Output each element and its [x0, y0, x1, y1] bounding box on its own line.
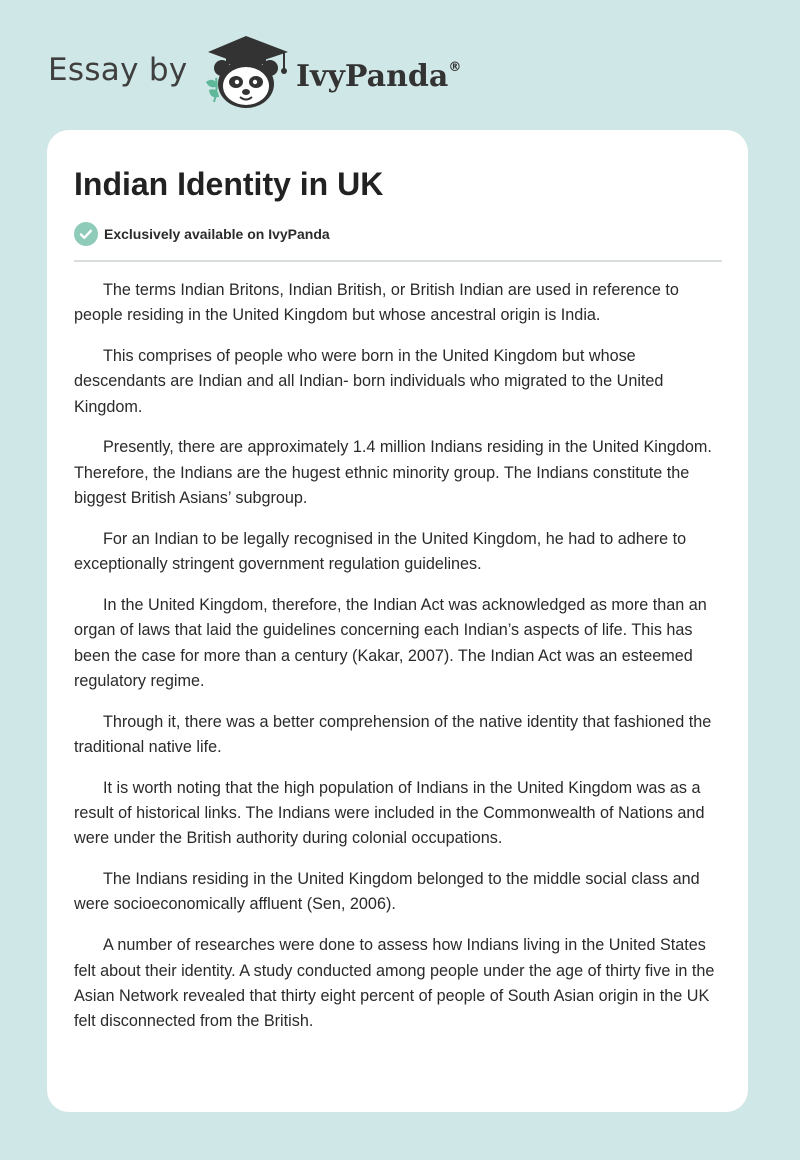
brand-name-text: IvyPanda	[296, 59, 449, 94]
essay-by-label: Essay by	[48, 52, 188, 88]
paragraph: In the United Kingdom, therefore, the Indian Act was acknowledged as more than an organ of laws that laid the guidelines concerning each Indian’s aspects of life. This has been the case for more than a century (Kakar, 2007). The Indian Act was an esteemed regulatory regime.	[74, 595, 707, 690]
page-title: Indian Identity in UK	[74, 166, 384, 202]
check-circle-icon	[74, 222, 98, 246]
essay-card	[47, 130, 748, 1112]
paragraph: The terms Indian Britons, Indian British, or British Indian are used in reference to people residing in the United Kingdom but whose ancestral origin is India.	[74, 281, 679, 325]
exclusive-badge-text: Exclusively available on IvyPanda	[104, 226, 330, 242]
essay-body	[74, 278, 726, 1050]
panda-graduate-logo-icon[interactable]	[200, 30, 290, 110]
paragraph: It is worth noting that the high population of Indians in the United Kingdom was as a result of historical links. The Indians were included in the Commonwealth of Nations and were under the British authority during colonial occupations.	[74, 778, 705, 848]
paragraph: Presently, there are approximately 1.4 million Indians residing in the United Kingdom. Therefore, the Indians are the hugest ethnic minority group. The Indians constitute the biggest British Asians’ subgroup.	[74, 438, 712, 508]
brand-name[interactable]	[296, 52, 461, 97]
divider	[74, 260, 722, 262]
paragraph: Through it, there was a better comprehension of the native identity that fashioned the traditional native life.	[74, 712, 712, 756]
exclusive-badge	[74, 222, 330, 246]
paragraph: This comprises of people who were born in the United Kingdom but whose descendants are Indian and all Indian- born individuals who migrated to the United Kingdom.	[74, 347, 664, 416]
paragraph: For an Indian to be legally recognised in the United Kingdom, he had to adhere to exceptionally stringent government regulation guidelines.	[74, 529, 687, 574]
site-header	[0, 0, 800, 130]
registered-mark: ®	[448, 60, 462, 75]
paragraph: The Indians residing in the United Kingdom belonged to the middle social class and were socioeconomically affluent (Sen, 2006).	[74, 870, 700, 914]
paragraph: A number of researches were done to assess how Indians living in the United States felt about their identity. A study conducted among people under the age of thirty five in the Asian Network revealed that thirty eight percent of people of South Asian origin in the UK felt disconnected from the British.	[74, 936, 715, 1031]
